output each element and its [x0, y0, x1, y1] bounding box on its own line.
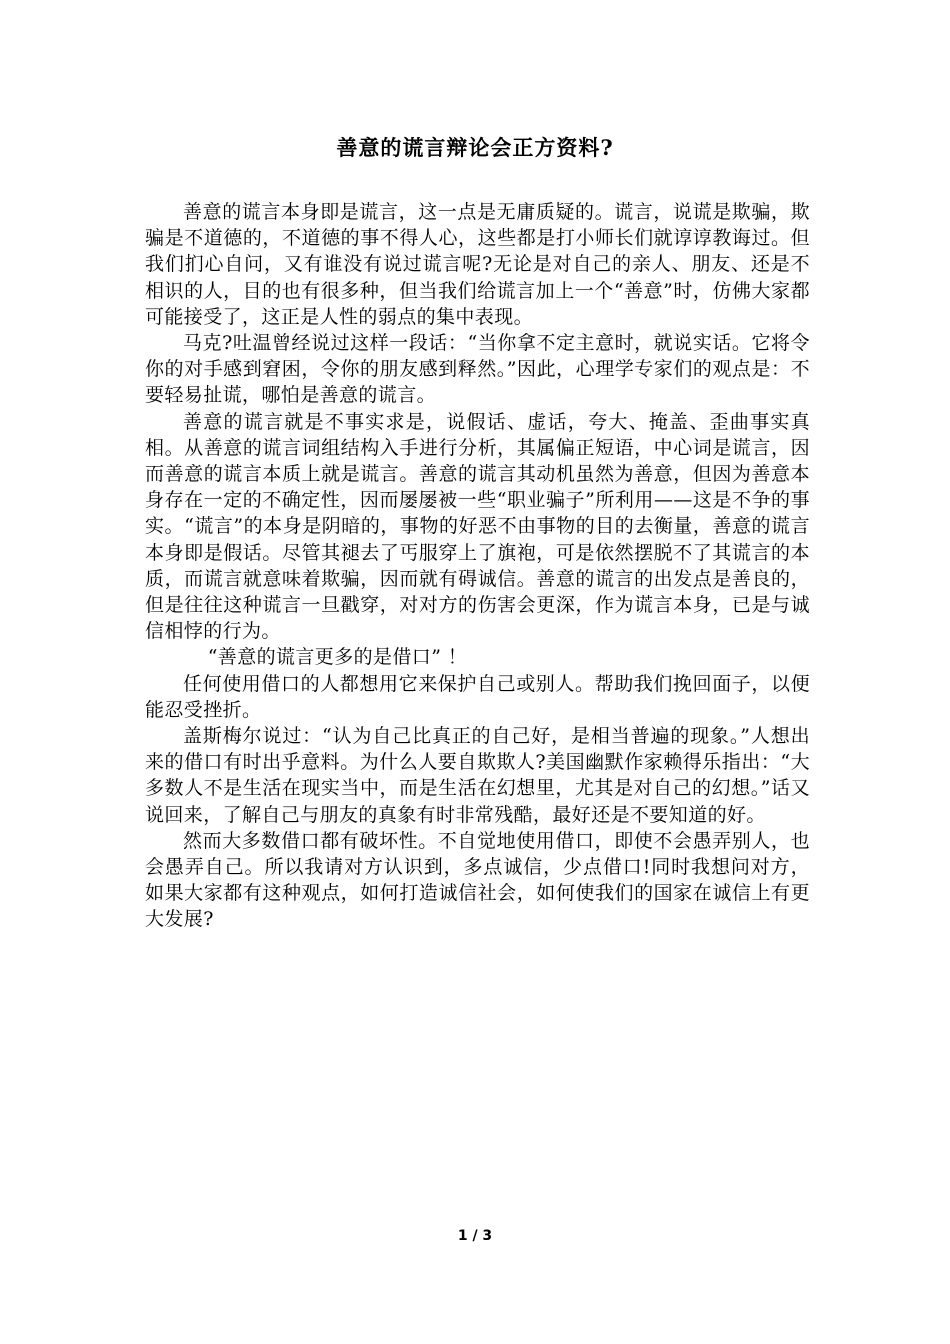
paragraph-3: 善意的谎言就是不事实求是，说假话、虚话，夸大、掩盖、歪曲事实真相。从善意的谎言词组结构入手进行分析，其属偏正短语，中心词是谎言，因而善意的谎言本质上就是谎言。善意的谎言其动机虽然为善意，但因为善意本身存在一定的不确定性，因而屡屡被一些“职业骗子”所利用——这是不争的事实。“谎言”的本身是阴暗的，事物的好恶不由事物的目的去衡量，善意的谎言本身即是假话。尽管其褪去了丐服穿上了旗袍，可是依然摆脱不了其谎言的本质，而谎言就意味着欺骗，因而就有碍诚信。善意的谎言的出发点是善良的，但是往往这种谎言一旦戳穿，对对方的伤害会更深，作为谎言本身，已是与诚信相悖的行为。 — [145, 410, 810, 643]
paragraph-7: 然而大多数借口都有破坏性。不自觉地使用借口，即使不会愚弄别人，也会愚弄自己。所以我请对方认识到，多点诚信，少点借口!同时我想问对方，如果大家都有这种观点，如何打造诚信社会，如何使我们的国家在诚信上有更大发展? — [145, 829, 810, 931]
page-number: 1 / 3 — [457, 1228, 493, 1244]
paragraph-2: 马克?吐温曾经说过这样一段话：“当你拿不定主意时，就说实话。它将令你的对手感到窘困，令你的朋友感到释然。”因此，心理学专家们的观点是：不要轻易扯谎，哪怕是善意的谎言。 — [145, 332, 810, 407]
document-body — [145, 199, 810, 933]
document-title: 善意的谎言辩论会正方资料? — [336, 135, 614, 160]
paragraph-1: 善意的谎言本身即是谎言，这一点是无庸质疑的。谎言，说谎是欺骗，欺骗是不道德的，不道德的事不得人心，这些都是打小师长们就谆谆教诲过。但我们扪心自问，又有谁没有说过谎言呢?无论是对自己的亲人、朋友、还是不相识的人，目的也有很多种，但当我们给谎言加上一个“善意”时，仿佛大家都可能接受了，这正是人性的弱点的集中表现。 — [145, 201, 810, 328]
paragraph-4-quote: “善意的谎言更多的是借口” ！ — [207, 646, 468, 669]
paragraph-6: 盖斯梅尔说过：“认为自己比真正的自己好，是相当普遍的现象。”人想出来的借口有时出乎意料。为什么人要自欺欺人?美国幽默作家赖得乐指出：“大多数人不是生活在现实当中，而是生活在幻想里，尤其是对自己的幻想。”话又说回来，了解自己与朋友的真象有时非常残酷，最好还是不要知道的好。 — [145, 725, 810, 826]
paragraph-5: 任何使用借口的人都想用它来保护自己或别人。帮助我们挽回面子，以便能忍受挫折。 — [145, 672, 810, 721]
